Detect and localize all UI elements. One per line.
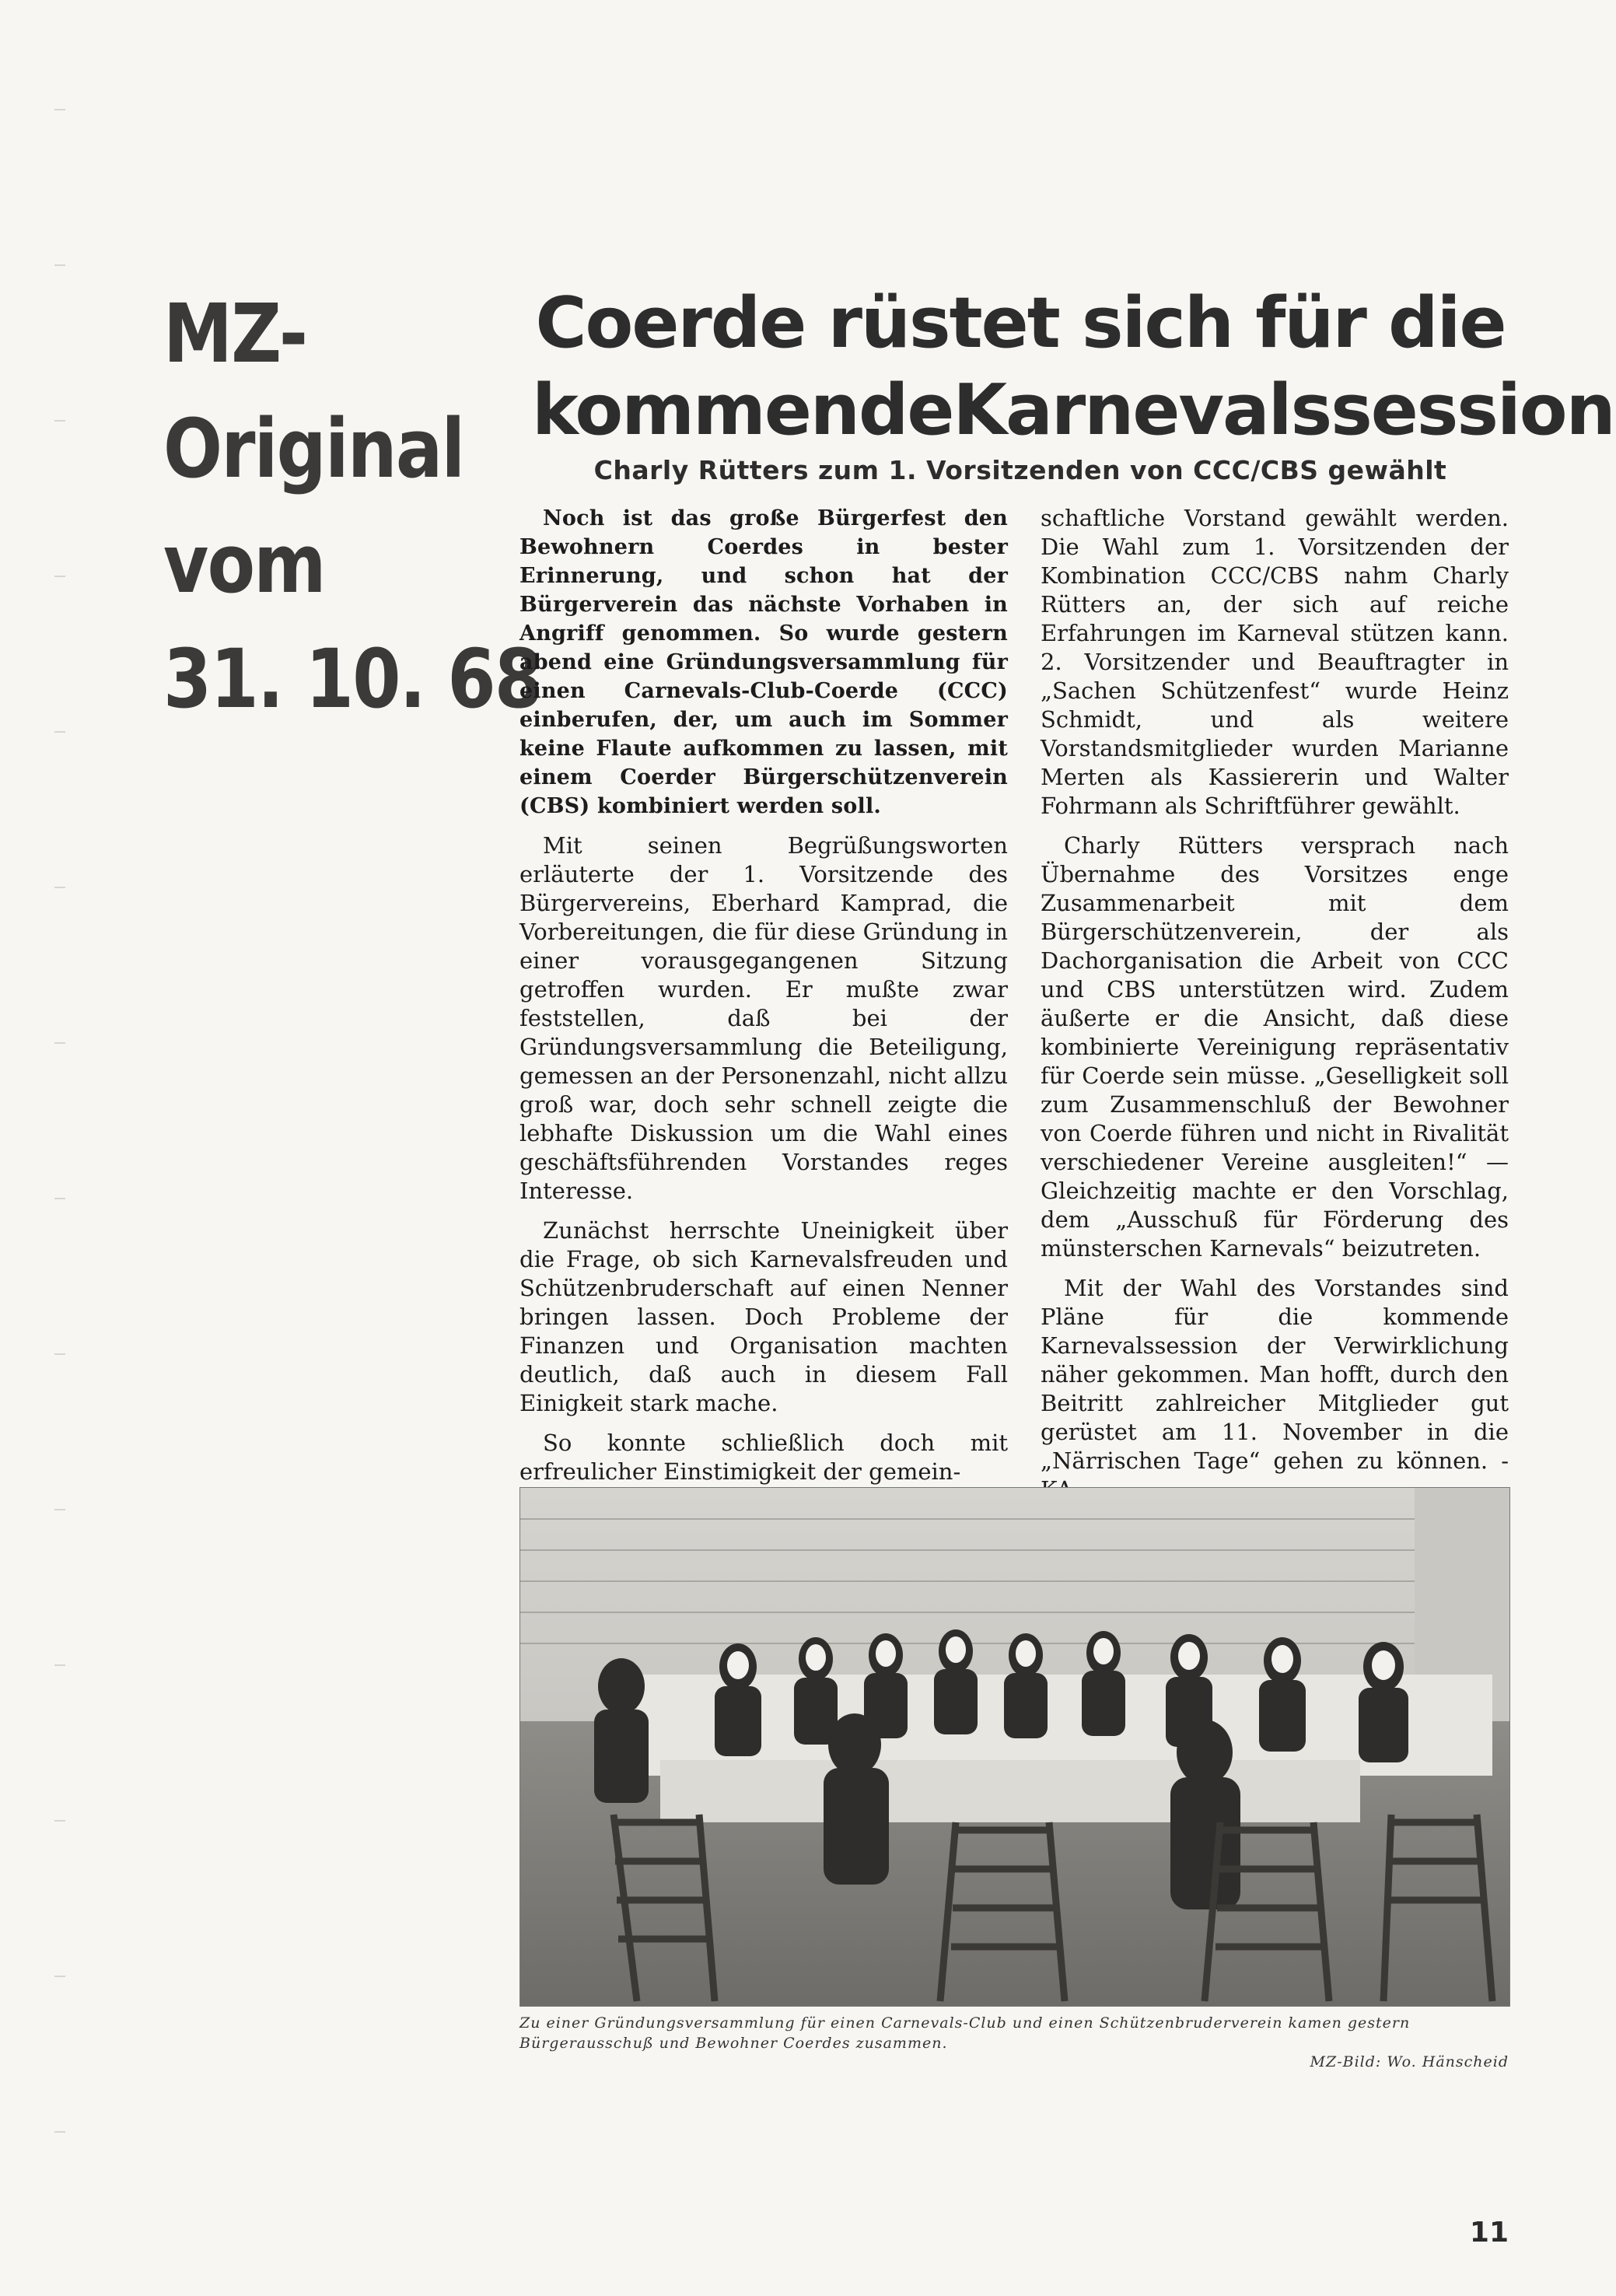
margin-mark	[54, 1664, 65, 1666]
margin-mark	[54, 2131, 65, 2133]
margin-mark	[54, 1820, 65, 1822]
margin-mark	[54, 1198, 65, 1199]
stamp-line: Original	[163, 401, 464, 496]
margin-mark	[54, 887, 65, 888]
article-column-2	[1041, 504, 1509, 1515]
stamp-line: MZ-	[163, 286, 307, 381]
article-subheadline: Charly Rütters zum 1. Vorsitzenden von CCC/CBS gewählt	[593, 455, 1447, 485]
page-number: 11	[1469, 2217, 1509, 2249]
margin-mark	[54, 420, 65, 422]
photo-caption: Zu einer Gründungsversammlung für einen Carnevals-Club und einen Schützenbruderverein kamen gestern Bürgerausschuß und Bewohner Coerdes zusammen.	[519, 2014, 1411, 2052]
headline-line: kommendeKarnevalssession	[532, 369, 1614, 451]
photo-credit: MZ-Bild: Wo. Hänscheid	[1310, 2053, 1509, 2070]
body-paragraph: Zunächst herrschte Uneinigkeit über die Frage, ob sich Karnevalsfreuden und Schützenbruderschaft auf einen Nenner bringen lassen. Doch Probleme der Finanzen und Organisation machten deutlich, daß auch in diesem Fall Einigkeit stark mache.	[519, 1217, 1008, 1416]
body-paragraph: Mit der Wahl des Vorstandes sind Pläne für die kommende Karnevalssession der Verwirklichung näher gekommen. Man hofft, durch den Beitritt zahlreicher Mitglieder gut gerüstet am 11. November in die „Närrischen Tage“ gehen zu können. -	[1041, 1275, 1509, 1474]
meeting-photo-illustration	[520, 1488, 1509, 2006]
margin-mark	[54, 1976, 65, 1977]
headline-line: Coerde rüstet sich für die	[535, 282, 1506, 364]
article-headline	[532, 280, 1614, 454]
body-paragraph: Charly Rütters versprach nach Übernahme des Vorsitzes enge Zusammenarbeit mit dem Bürgerschützenverein, der als Dachorganisation die Arbeit von CCC und CBS unterstützen wird. Zudem äußerte er die Ansicht, daß diese kombinierte Vereinigung repräsentativ für Coerde sein müsse. „Geselligkeit soll zum Zusammenschluß der Bewohner von Coerde führen und nicht in Rivalität verschiedener Vereine ausgleiten!“ — Gleichzeitig machte er den Vorschlag, dem „Ausschuß für Förderung des münsterschen Karnevals“ beizutreten.	[1041, 832, 1509, 1262]
margin-mark	[54, 264, 65, 266]
mz-original-stamp	[163, 276, 542, 737]
margin-mark	[54, 1509, 65, 1510]
margin-mark	[54, 1042, 65, 1044]
binder-margin-marks	[54, 109, 70, 2209]
article-column-1	[519, 504, 1008, 1497]
stamp-line: 31. 10. 68	[163, 632, 542, 726]
meeting-photo	[519, 1487, 1510, 2007]
margin-mark	[54, 1353, 65, 1355]
margin-mark	[54, 731, 65, 733]
margin-mark	[54, 576, 65, 577]
body-paragraph: schaftliche Vorstand gewählt werden. Die Wahl zum 1. Vorsitzenden der Kombination CCC/CBS nahm Charly Rütters an, der sich auf reiche Erfahrungen im Karneval stützen kann. 2. Vorsitzender und Beauftragter in „Sachen Schützenfest“ wurde Heinz Schmidt, und als weitere Vorstandsmitglieder wurden Marianne Merten als Kassiererin und Walter Fohrmann als Schriftführer gewählt.	[1041, 505, 1509, 819]
lead-paragraph: Noch ist das große Bürgerfest den Bewohnern Coerdes in bester Erinnerung, und schon hat der Bürgerverein das nächste Vorhaben in Angriff genommen. So wurde gestern abend eine Gründungsversammlung für einen Carnevals-Club-Coerde (CCC) einberufen, der, um auch im Sommer keine Flaute aufkommen zu lassen, mit einem Coerder Bürgerschützenverein (CBS) kombiniert werden soll.	[519, 506, 1008, 818]
body-paragraph: So konnte schließlich doch mit erfreulicher Einstimigkeit der gemein-	[519, 1430, 1008, 1485]
stamp-line: vom	[163, 516, 325, 611]
margin-mark	[54, 109, 65, 110]
body-paragraph: Mit seinen Begrüßungsworten erläuterte der 1. Vorsitzende des Bürgervereins, Eberhard Kamprad, die Vorbereitungen, die für diese Gründung in einer vorausgegangenen Sitzung getroffen wurden. Er mußte zwar feststellen, daß bei der Gründungsversammlung die Beteiligung, gemessen an der Personenzahl, nicht allzu groß war, doch sehr schnell zeigte die lebhafte Diskussion um die Wahl eines geschäftsführenden Vorstandes reges Interesse.	[519, 832, 1008, 1204]
